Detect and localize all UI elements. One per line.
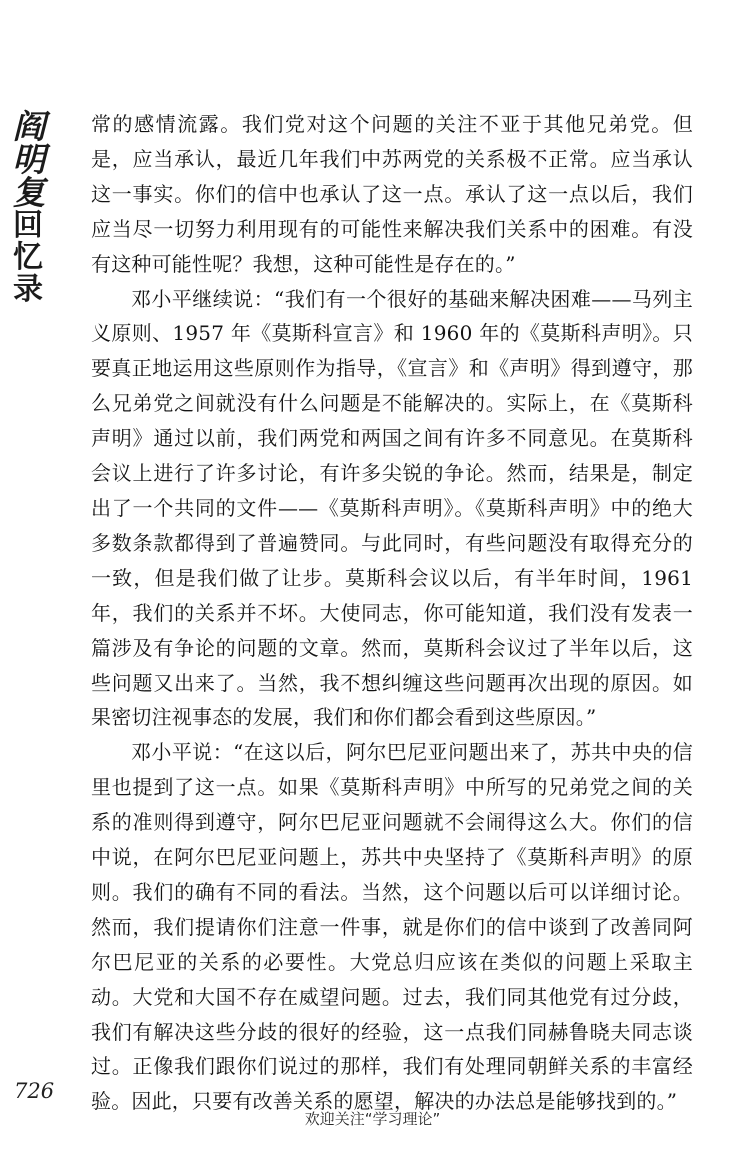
paragraph-1: 常的感情流露。我们党对这个问题的关注不亚于其他兄弟党。但是，应当承认，最近几年我们中苏两党的关系极不正常。应当承认这一事实。你们的信中也承认了这一点。承认了这一点以后，我们应当尽一切努力利用现有的可能性来解决我们关系中的困难。有没有这种可能性呢？我想，这种可能性是存在的。” (91, 112, 693, 276)
paragraph-2: 邓小平继续说：“我们有一个很好的基础来解决困难——马列主义原则、1957 年《莫斯科宣言》和 1960 年的《莫斯科声明》。只要真正地运用这些原则作为指导，《宣言》和《声明》得到遵守，那么兄弟党之间就没有什么问题是不能解决的。实际上，在《莫斯科声明》通过以前，我们两党和两国之间有许多不同意见。在莫斯科会议上进行了许多讨论，有许多尖锐的争论。然而，结果是，制定出了一个共同的文件——《莫斯科声明》。《莫斯科声明》中的绝大多数条款都得到了普遍赞同。与此同时，有些问题没有取得充分的一致，但是我们做了让步。莫斯科会议以后，有半年时间，1961 年，我们的关系并不坏。大使同志，你可能知道，我们没有发表一篇涉及有争论的问题的文章。然而，莫斯科会议过了半年以后，这些问题又出来了。当然，我不想纠缠这些问题再次出现的原因。如果密切注视事态的发展，我们和你们都会看到这些原因。” (91, 286, 693, 730)
book-subtitle-char-1: 回 (13, 208, 43, 243)
paragraph-3: 邓小平说：“在这以后，阿尔巴尼亚问题出来了，苏共中央的信里也提到了这一点。如果《莫斯科声明》中所写的兄弟党之间的关系的准则得到遵守，阿尔巴尼亚问题就不会闹得这么大。你们的信中说，在阿尔巴尼亚问题上，苏共中央坚持了《莫斯科声明》的原则。我们的确有不同的看法。当然，这个问题以后可以详细讨论。然而，我们提请你们注意一件事，就是你们的信中谈到了改善同阿尔巴尼亚的关系的必要性。大党总归应该在类似的问题上采取主动。大党和大国不存在威望问题。过去，我们同其他党有过分歧，我们有解决这些分歧的很好的经验，这一点我们同赫鲁晓夫同志谈过。正像我们跟你们说过的那样，我们有处理同朝鲜关系的丰富经验。因此，只要有改善关系的愿望，解决的办法总是能够找到的。” (91, 740, 693, 1114)
book-subtitle-char-2: 忆 (13, 240, 43, 275)
page-number: 726 (14, 1079, 55, 1103)
book-subtitle-char-3: 录 (13, 272, 43, 307)
page-body (91, 107, 693, 1119)
author-name-char-3: 复 (12, 173, 44, 212)
author-name-char-1: 阎 (12, 107, 44, 146)
running-book-title (6, 107, 50, 307)
author-name-char-2: 明 (12, 140, 44, 179)
watermark-text: 欢迎关注“学习理论” (304, 1110, 441, 1128)
